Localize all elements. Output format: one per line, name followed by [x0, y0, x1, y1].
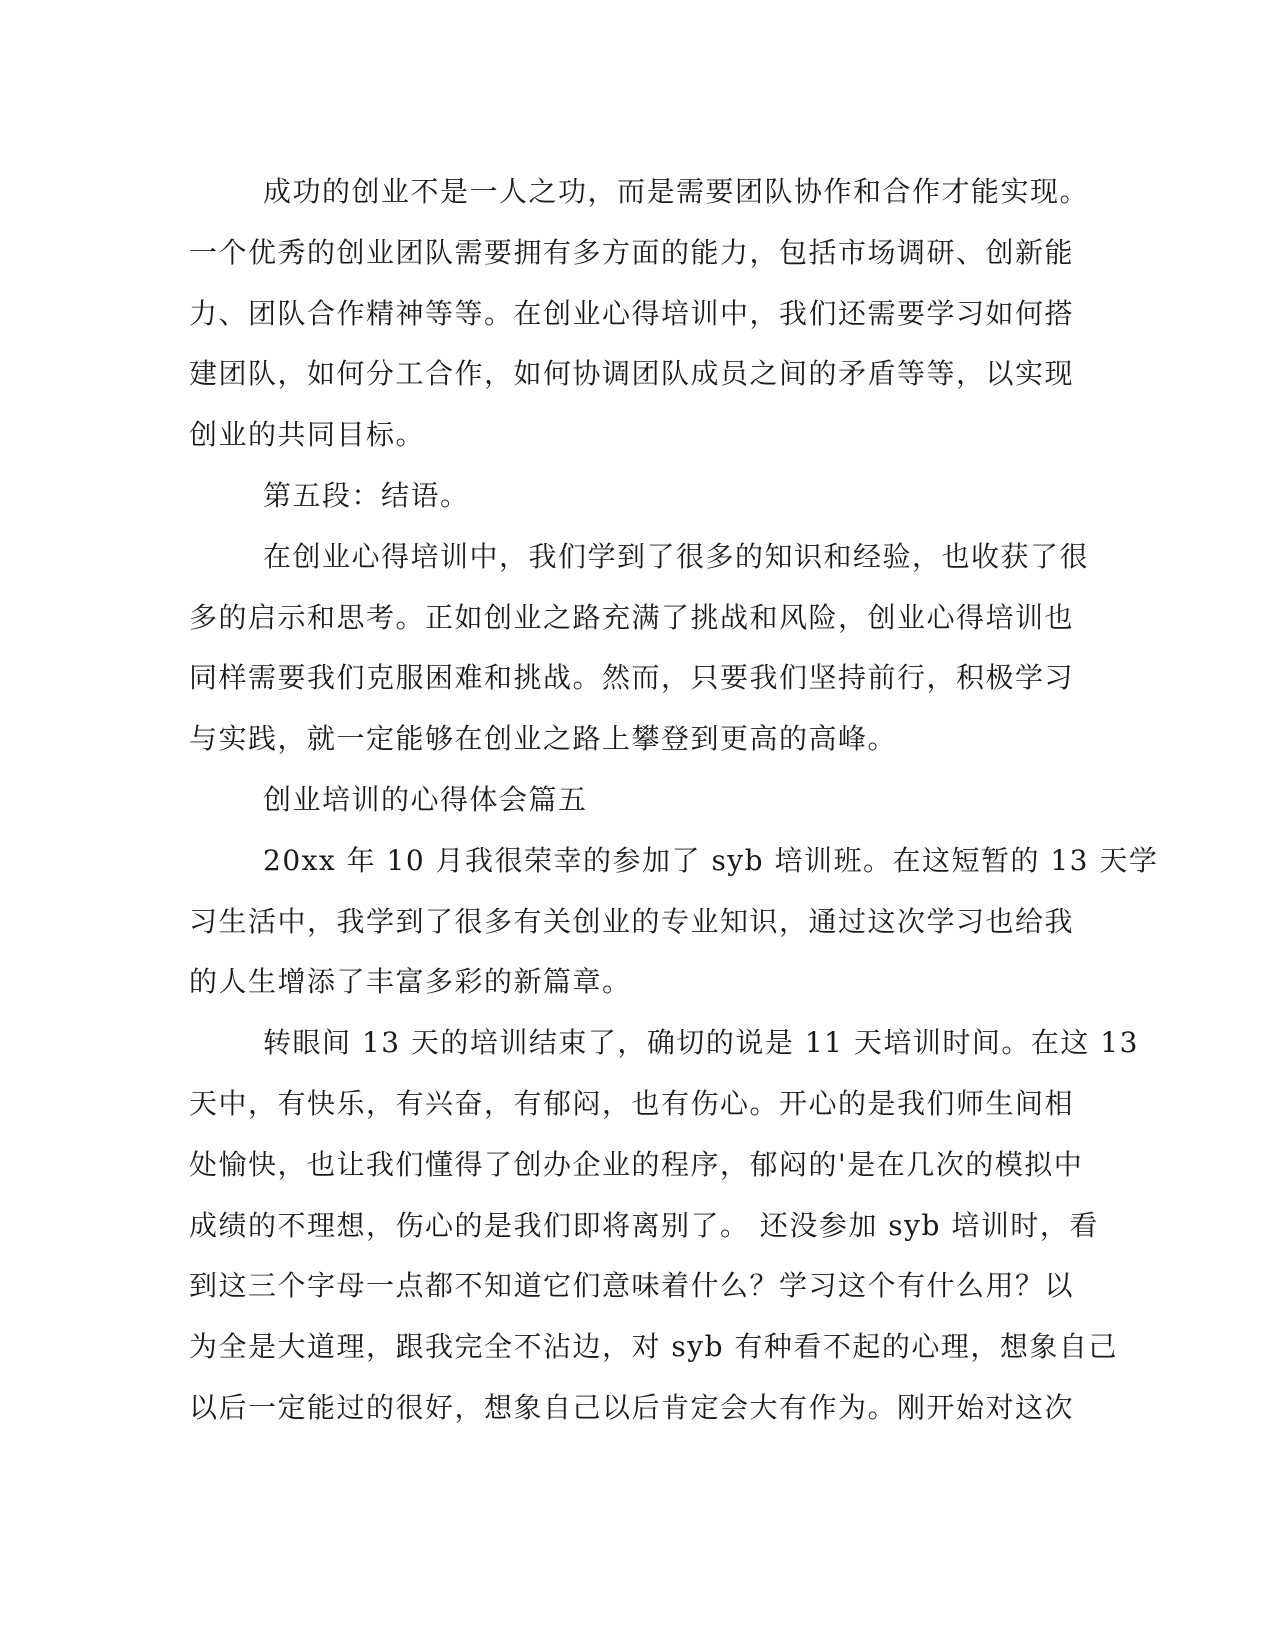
text-line: 在创业心得培训中，我们学到了很多的知识和经验，也收获了很 [263, 539, 1090, 573]
text-line: 转眼间 13 天的培训结束了，确切的说是 11 天培训时间。在这 13 [263, 1026, 1139, 1060]
text-line: 成绩的不理想，伤心的是我们即将离别了。 还没参加 syb 培训时，看 [189, 1208, 1099, 1242]
text-line: 到这三个字母一点都不知道它们意味着什么？学习这个有什么用？以 [189, 1269, 1075, 1303]
text-line: 一个优秀的创业团队需要拥有多方面的能力，包括市场调研、创新能 [189, 235, 1075, 269]
text-line: 多的启示和思考。正如创业之路充满了挑战和风险，创业心得培训也 [189, 600, 1075, 634]
text-line: 与实践，就一定能够在创业之路上攀登到更高的高峰。 [189, 722, 898, 756]
text-line: 建团队，如何分工合作，如何协调团队成员之间的矛盾等等，以实现 [189, 357, 1075, 391]
text-line: 力、团队合作精神等等。在创业心得培训中，我们还需要学习如何搭 [189, 296, 1075, 330]
text-line: 以后一定能过的很好，想象自己以后肯定会大有作为。刚开始对这次 [189, 1390, 1075, 1424]
document-body [189, 162, 1159, 1439]
text-line: 成功的创业不是一人之功，而是需要团队协作和合作才能实现。 [263, 175, 1090, 208]
text-line: 处愉快，也让我们懂得了创办企业的程序，郁闷的'是在几次的模拟中 [189, 1147, 1084, 1181]
text-line: 为全是大道理，跟我完全不沾边，对 syb 有种看不起的心理，想象自己 [189, 1330, 1118, 1364]
text-line: 习生活中，我学到了很多有关创业的专业知识，通过这次学习也给我 [189, 904, 1075, 938]
text-line: 天中，有快乐，有兴奋，有郁闷，也有伤心。开心的是我们师生间相 [189, 1086, 1075, 1120]
text-line: 同样需要我们克服困难和挑战。然而，只要我们坚持前行，积极学习 [189, 661, 1075, 695]
text-line: 20xx 年 10 月我很荣幸的参加了 syb 培训班。在这短暂的 13 天学 [263, 843, 1159, 877]
text-line: 的人生增添了丰富多彩的新篇章。 [189, 965, 632, 999]
section-heading: 第五段：结语。 [263, 478, 470, 512]
article-title: 创业培训的心得体会篇五 [263, 782, 588, 816]
text-line: 创业的共同目标。 [189, 418, 426, 452]
